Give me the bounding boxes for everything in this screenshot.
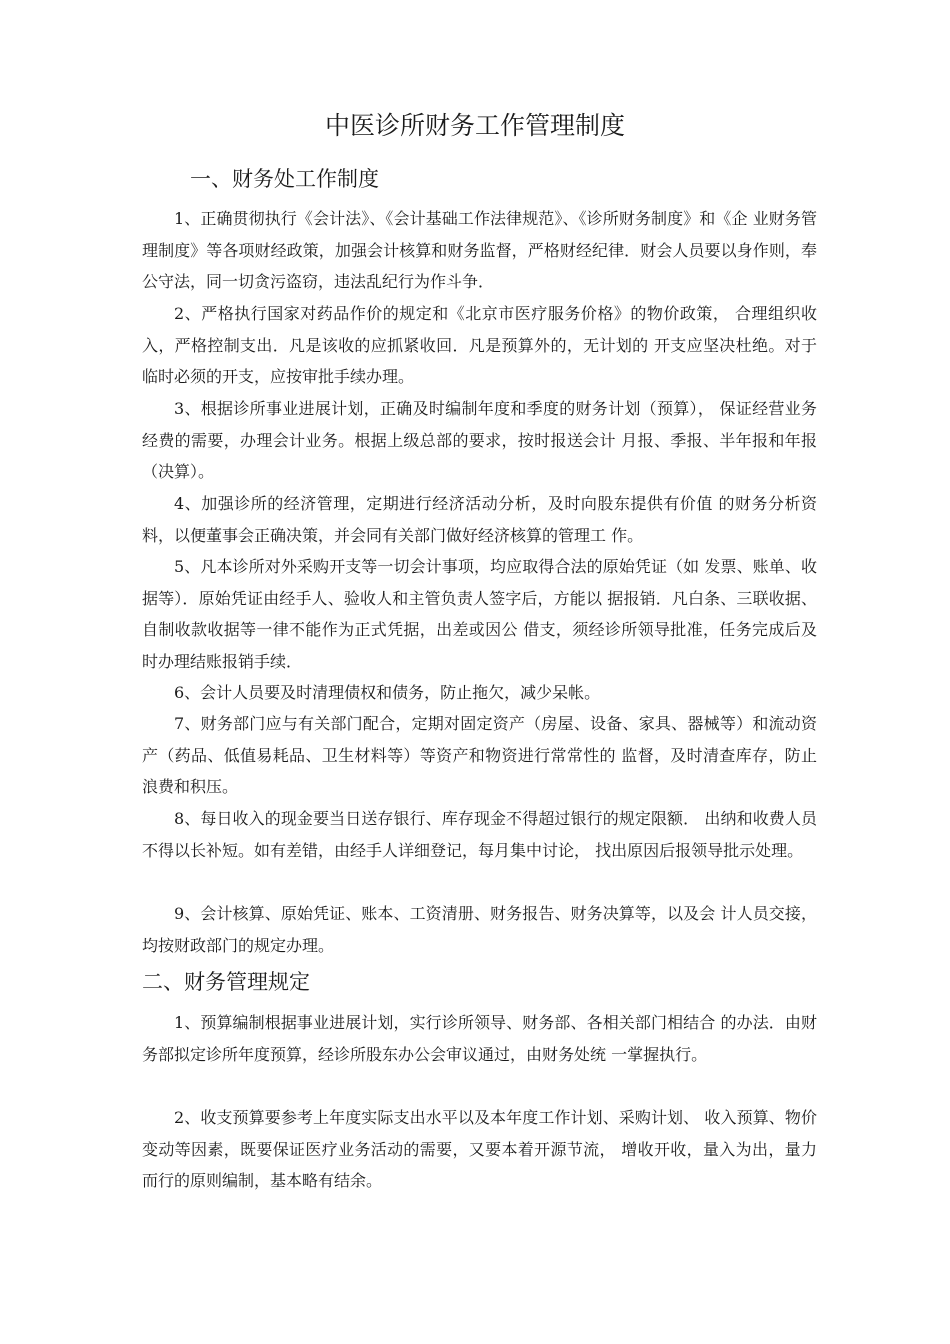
section-heading-finance-rules: 二、财务管理规定 bbox=[142, 970, 310, 994]
document-title: 中医诊所财务工作管理制度 bbox=[324, 111, 625, 140]
paragraph: 1、预算编制根据事业进展计划，实行诊所领导、财务部、各相关部门相结合 的办法．由财务部拟定诊所年度预算，经诊所股东办公会审议通过，由财务处统 一掌握执行。 bbox=[142, 1013, 817, 1064]
paragraph: 5、凡本诊所对外采购开支等一切会计事项，均应取得合法的原始凭证（如 发票、账单、收据等）．原始凭证由经手人、验收人和主管负责人签字后，方能以 据报销．凡白条、三联收据、自制收款收据等一律不能作为正式凭据，出差或因公 借支，须经诊所领导批准，任务完成后及时办理结账报销手续． bbox=[142, 557, 817, 671]
section-heading-finance-office: 一、财务处工作制度 bbox=[190, 167, 379, 191]
paragraph: 4、加强诊所的经济管理，定期进行经济活动分析，及时向股东提供有价值 的财务分析资料，以便董事会正确决策，并会同有关部门做好经济核算的管理工 作。 bbox=[142, 494, 817, 545]
paragraph: 7、财务部门应与有关部门配合，定期对固定资产（房屋、设备、家具、器械等）和流动资产（药品、低值易耗品、卫生材料等）等资产和物资进行常常性的 监督，及时清查库存，防止浪费和积压。 bbox=[142, 714, 817, 796]
paragraph: 2、严格执行国家对药品作价的规定和《北京市医疗服务价格》的物价政策， 合理组织收入，严格控制支出．凡是该收的应抓紧收回．凡是预算外的，无计划的 开支应坚决杜绝。对于临时必须的开支，应按审批手续办理。 bbox=[142, 304, 817, 386]
paragraph: 3、根据诊所事业进展计划，正确及时编制年度和季度的财务计划（预算）， 保证经营业务经费的需要，办理会计业务。根据上级总部的要求，按时报送会计 月报、季报、半年报和年报（决算）。 bbox=[142, 399, 817, 481]
paragraph: 1、正确贯彻执行《会计法》、《会计基础工作法律规范》、《诊所财务制度》和《企 业财务管理制度》等各项财经政策，加强会计核算和财务监督，严格财经纪律．财会人员要以身作则，奉公守法，同一切贪污盗窃，违法乱纪行为作斗争． bbox=[142, 209, 817, 291]
paragraph: 2、收支预算要参考上年度实际支出水平以及本年度工作计划、采购计划、 收入预算、物价变动等因素，既要保证医疗业务活动的需要，又要本着开源节流， 增收开收，量入为出，量力而行的原则编制，基本略有结余。 bbox=[142, 1108, 817, 1190]
paragraph: 6、会计人员要及时清理债权和债务，防止拖欠，减少呆帐。 bbox=[174, 683, 601, 702]
paragraph: 9、会计核算、原始凭证、账本、工资清册、财务报告、财务决算等，以及会 计人员交接，均按财政部门的规定办理。 bbox=[142, 904, 817, 955]
paragraph: 8、每日收入的现金要当日送存银行、库存现金不得超过银行的规定限额． 出纳和收费人员不得以长补短。如有差错，由经手人详细登记，每月集中讨论， 找出原因后报领导批示处理。 bbox=[142, 809, 817, 860]
